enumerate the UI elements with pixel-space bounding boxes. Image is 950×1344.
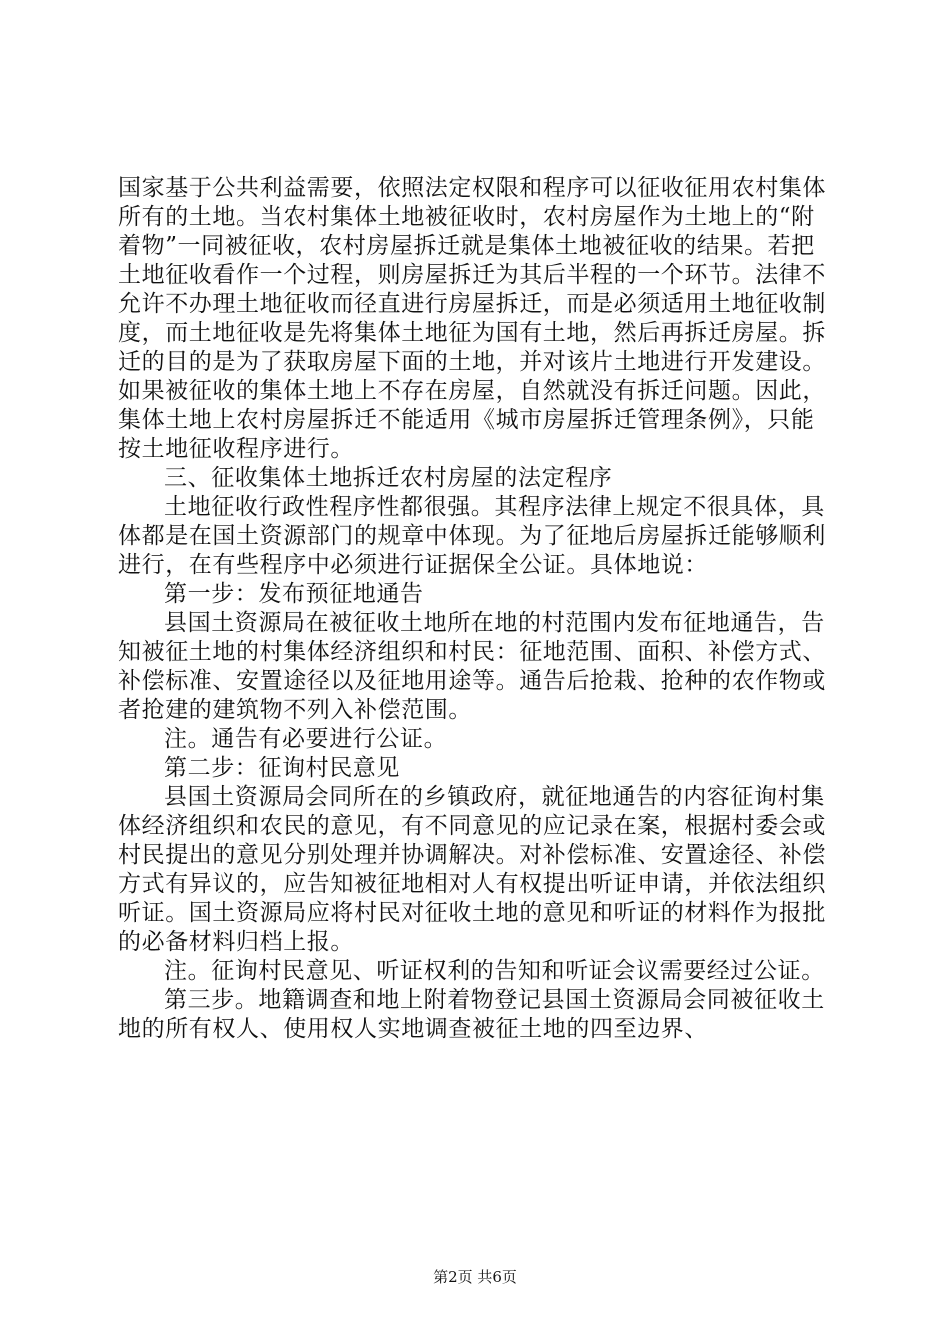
step-heading: 第二步：征询村民意见 — [164, 755, 400, 781]
note: 注。征询村民意见、听证权利的告知和听证会议需要经过公证。 — [164, 958, 825, 984]
step-heading: 第一步：发布预征地通告 — [164, 581, 424, 607]
paragraph: 县国土资源局在被征收土地所在地的村范围内发布征地通告，告知被征土地的村集体经济组织和村民：征地范围、面积、补偿方式、补偿标准、安置途径以及征地用途等。通告后抢栽、抢种的农作物或者抢建的建筑物不列入补偿范围。 — [118, 610, 826, 723]
paragraph: 国家基于公共利益需要，依照法定权限和程序可以征收征用农村集体所有的土地。当农村集体土地被征收时，农村房屋作为土地上的“附着物”一同被征收，农村房屋拆迁就是集体土地被征收的结果。若把土地征收看作一个过程，则房屋拆迁为其后半程的一个环节。法律不允许不办理土地征收而径直进行房屋拆迁，而是必须适用土地征收制度，而土地征收是先将集体土地征为国有土地，然后再拆迁房屋。拆迁的目的是为了获取房屋下面的土地，并对该片土地进行开发建设。如果被征收的集体土地上不存在房屋，自然就没有拆迁问题。因此，集体土地上农村房屋拆迁不能适用《城市房屋拆迁管理条例》，只能按土地征收程序进行。 — [118, 175, 826, 462]
page-number: 第2页 共6页 — [433, 1268, 517, 1286]
paragraph: 县国土资源局会同所在的乡镇政府，就征地通告的内容征询村集体经济组织和农民的意见，有不同意见的应记录在案，根据村委会或村民提出的意见分别处理并协调解决。对补偿标准、安置途径、补偿方式有异议的，应告知被征地相对人有权提出听证申请，并依法组织听证。国土资源局应将村民对征收土地的意见和听证的材料作为报批的必备材料归档上报。 — [118, 784, 826, 955]
paragraph: 第三步。地籍调查和地上附着物登记县国土资源局会同被征收土地的所有权人、使用权人实地调查被征土地的四至边界、 — [118, 987, 825, 1042]
document-body — [118, 174, 838, 1044]
paragraph: 土地征收行政性程序性都很强。其程序法律上规定不很具体，具体都是在国土资源部门的规章中体现。为了征地后房屋拆迁能够顺利进行，在有些程序中必须进行证据保全公证。具体地说： — [118, 494, 826, 578]
section-heading: 三、征收集体土地拆迁农村房屋的法定程序 — [164, 465, 613, 491]
note: 注。通告有必要进行公证。 — [164, 726, 448, 752]
